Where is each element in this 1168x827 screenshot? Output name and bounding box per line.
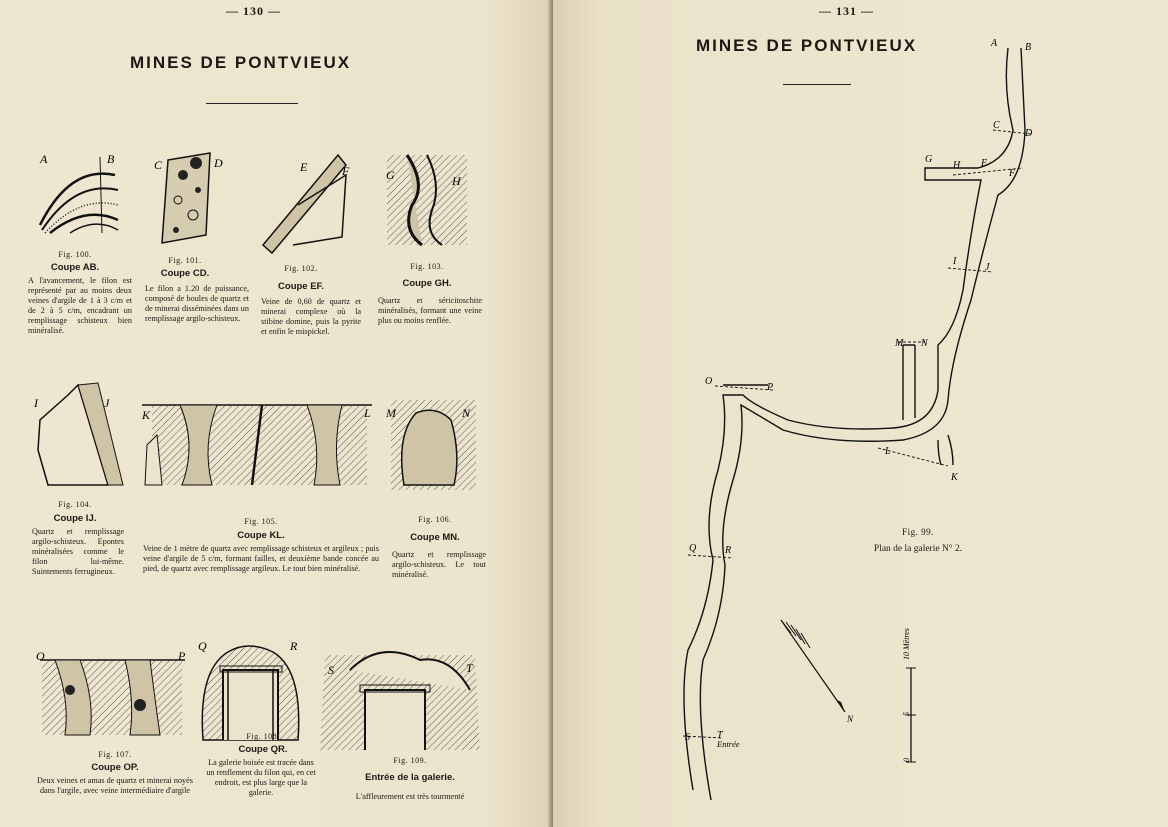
fig107-desc: Deux veines et amas de quartz et minerai noyés dans l'argile, avec veine intermédiaire d'argile [37,776,193,795]
plan-label-s: S [685,732,690,743]
plan-label-c: C [993,120,1000,131]
plan-label-j: J [985,262,990,273]
fig109-desc: L'affleurement est très tourmenté [355,792,465,801]
fig107-label-o: O [36,649,45,663]
plan-label-g: G [925,154,933,165]
fig108-label-r: R [290,639,298,653]
plan-label-entree: Entrée [717,739,740,749]
north-arrow-icon [781,620,854,724]
fig101-sketch [154,153,223,243]
fig109-label-s: S [328,663,334,677]
fig106-label-n: N [462,406,471,420]
fig104-label-i: I [34,396,38,410]
page-title: MINES DE PONTVIEUX [130,53,352,72]
plan-label-q: Q [689,543,697,554]
fig101-coupe: Coupe CD. [160,268,210,279]
fig100-label-a: A [40,152,48,166]
fig103-label-g: G [386,168,395,182]
fig105-desc: Veine de 1 mètre de quartz avec remplissage schisteux et argileux ; puis veine d'argile de 5 c/m, formant failles, et deuxième bande concée au pied, de quartz avec remplissage argileux. Le tout bien minéralisé. [143,544,379,573]
scale-zero-label: 0 [902,758,911,762]
fig99-plan-caption: Plan de la galerie N° 2. [873,544,963,554]
plan-label-m: M [895,338,904,349]
fig101-caption: Fig. 101. [168,256,202,265]
right-page [553,0,1168,827]
fig100-caption: Fig. 100. [58,250,92,259]
fig103-coupe: Coupe GH. [402,278,452,289]
fig100-label-b: B [107,152,115,166]
fig108-label-q: Q [198,639,207,653]
fig102-sketch [263,155,350,253]
fig109-caption: Fig. 109. [393,756,427,765]
scale-bar [902,628,916,762]
fig101-label-d: D [214,156,223,170]
plan-label-h: H [953,160,961,171]
fig108-sketch [198,639,299,740]
plan-label-o: O [705,376,713,387]
plan-label-p: P [767,382,774,393]
plan-label-l: L [885,446,891,457]
gallery-wall-left [684,48,1013,790]
fig104-caption: Fig. 104. [58,500,92,509]
fig102-caption: Fig. 102. [284,264,318,273]
fig109-label-t: T [466,661,473,675]
fig104-label-j: J [104,396,110,410]
fig107-sketch [36,649,186,735]
fig107-caption: Fig. 107. [98,750,132,759]
fig102-coupe: Coupe EF. [278,281,324,292]
plan-labels [685,38,1033,749]
fig103-desc: Quartz et séricitoschite minéralisés, formant une veine plus ou moins renflée. [378,296,482,325]
fig100-desc: A l'avancement, le filon est représenté par au moins deux veines d'argile de 1 à 3 c/m et de 2 à 5 c/m, encadrant un remplissage schisteux bien minéralisé. [28,276,132,335]
fig99-caption: Fig. 99. [902,527,934,537]
fig105-caption: Fig. 105. [244,517,278,526]
fig105-sketch [141,405,372,485]
plan-label-f: F [1009,168,1016,179]
plan-label-t: T [717,730,723,741]
fig105-coupe: Coupe KL. [237,530,285,541]
fig109-sketch [320,652,480,750]
row1-sketches [30,145,550,260]
fig108-caption: Fig. 108. [246,732,280,741]
fig104-sketch [33,383,123,485]
gallery-plan [553,0,1168,827]
fig107-coupe: Coupe OP. [91,762,139,773]
plan-label-k: K [951,472,958,483]
fig109-coupe: Entrée de la galerie. [365,772,455,783]
fig104-coupe: Coupe IJ. [53,513,97,524]
gallery-branch-k [938,435,953,465]
fig103-sketch [386,155,467,245]
plan-label-b: B [1025,42,1032,53]
title-rule [206,103,298,104]
page-title: MINES DE PONTVIEUX [696,36,918,55]
fig107-label-p: P [178,649,186,663]
plan-label-r: R [725,545,732,556]
gallery-branch-mn [903,345,915,420]
north-label: N [847,714,854,724]
plan-label-i: I [953,256,957,267]
plan-label-d: D [1025,128,1033,139]
plan-label-a: A [991,38,998,49]
fig101-label-c: C [154,158,163,172]
fig106-label-m: M [386,406,396,420]
page-number: — 131 — [819,4,874,18]
fig105-label-k: K [142,408,151,422]
fig101-desc: Le filon a 1.20 de puissance, composé de boules de quartz et de minerai disséminées dans un remplissage argilo-schisteux. [145,284,249,323]
fig100-sketch [39,152,118,233]
plan-label-e: E [981,158,988,169]
fig104-desc: Quartz et remplissage argilo-schisteux. Epontes minéralisées comme le filon lui-même. Suintements ferrugineux. [32,527,124,576]
fig103-caption: Fig. 103. [410,262,444,271]
scale-top-label: 10 Mètres [902,628,911,660]
fig102-label-e: E [300,160,308,174]
gallery-wall-right [700,48,1025,800]
fig108-desc: La galerie boisée est tracée dans un renflement du filon qui, en cet endroit, est plus large que la galerie. [206,758,316,797]
fig103-label-h: H [452,174,461,188]
fig106-coupe: Coupe MN. [410,532,460,543]
row2-sketches [28,375,548,500]
fig105-label-l: L [364,406,371,420]
fig102-label-f: F [342,164,350,178]
fig102-desc: Veine de 0,60 de quartz et minerai complexe où la stibine domine, puis la pyrite et enfin le mispickel. [261,297,361,336]
fig100-coupe: Coupe AB. [50,262,100,273]
fig106-sketch [385,400,476,490]
left-page [0,0,552,827]
fig106-caption: Fig. 106. [418,515,452,524]
page-number: — 130 — [226,4,281,18]
fig106-desc: Quartz et remplissage argilo-schisteux. Le tout minéralisé. [392,550,486,579]
scale-mid-label: 5 [902,712,911,716]
plan-label-n: N [921,338,928,349]
fig108-coupe: Coupe QR. [238,744,288,755]
